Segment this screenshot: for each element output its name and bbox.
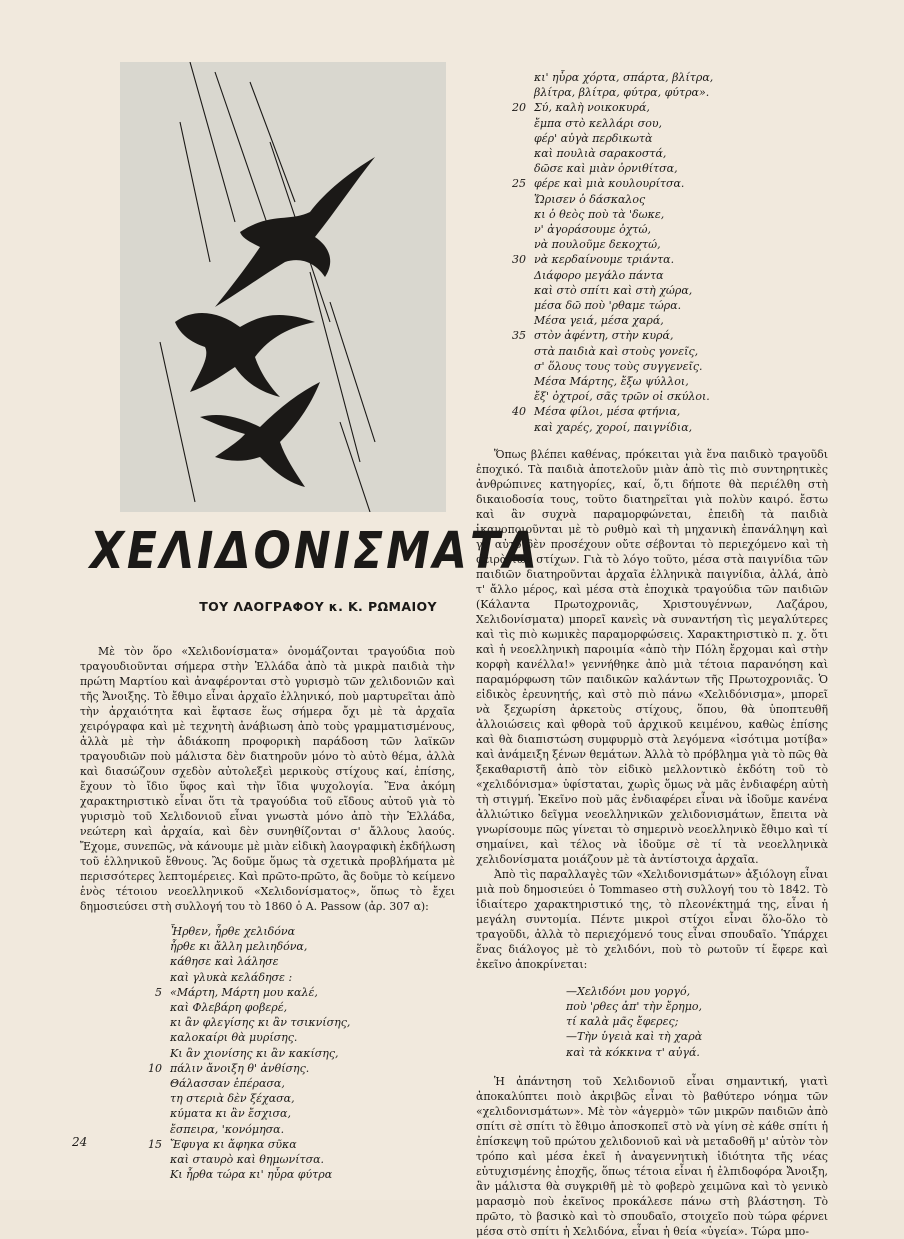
- poem-left: [80, 924, 455, 1182]
- body-text-1: [476, 447, 828, 972]
- dialogue-line: —Τὴν ὑγειὰ καὶ τὴ χαρὰ: [566, 1030, 703, 1044]
- body-text-2: [476, 1074, 828, 1239]
- poem-line: ἔξ' ὀχτροί, σᾶς τρῶν οἱ σκύλοι.: [534, 390, 710, 404]
- dialogue-line: τί καλὰ μᾶς ἔφερες;: [566, 1015, 679, 1029]
- poem-line: σ' ὅλους τους τοὺς συγγενεῖς.: [534, 359, 703, 373]
- poem-line: Κι ἂν χιονίσης κι ἂν κακίσης,: [170, 1046, 339, 1060]
- dialogue-line: —Χελιδόνι μου γοργό,: [566, 984, 691, 998]
- poem-line: νὰ πουλοῦμε δεκοχτώ,: [534, 238, 661, 252]
- poem-line: καὶ γλυκὰ κελάδησε :: [170, 970, 293, 984]
- poem-line: Κι ἦρθα τώρα κι' ηὗρα φύτρα: [170, 1168, 333, 1182]
- poem-line: 35 στὸν ἀφέντη, στὴν κυρά,: [512, 329, 674, 343]
- poem-line: τη στεριὰ δὲν ξέχασα,: [170, 1092, 295, 1106]
- left-column: [80, 62, 541, 1182]
- poem-line: Μέσα Μάρτης, ἔξω ψύλλοι,: [534, 375, 689, 389]
- right-column: [476, 70, 828, 1239]
- swallows-illustration: [120, 62, 446, 512]
- intro-text: [80, 644, 455, 914]
- poem-line: Διάφορο μεγάλο πάντα: [534, 268, 664, 282]
- poem-line: κύματα κι ἂν ἔσχισα,: [170, 1107, 291, 1121]
- poem-line: βλίτρα, βλίτρα, φύτρα, φύτρα».: [534, 86, 710, 100]
- poem-right: [476, 70, 828, 435]
- poem-line: 5 «Μάρτη, Μάρτη μου καλέ,: [155, 985, 318, 999]
- poem-line: καὶ χαρές, χοροί, παιγνίδια,: [534, 420, 693, 434]
- swallows-drawing: [120, 62, 446, 512]
- poem-line: καλοκαίρι θὰ μυρίσης.: [170, 1031, 298, 1045]
- poem-line: Ὥρισεν ὁ δάσκαλος: [534, 192, 646, 206]
- article-byline: ΤΟΥ ΛΑΟΓΡΑΦΟΥ κ. Κ. ΡΩΜΑΙΟΥ: [199, 599, 437, 614]
- dialogue-line: ποὺ 'ρθες ἀπ' τὴν ἔρημο,: [566, 1000, 702, 1014]
- poem-line: 40 Μέσα φίλοι, μέσα φτήνια,: [512, 405, 681, 419]
- poem-line: μέσα δῶ ποὺ 'ρθαμε τώρα.: [534, 299, 682, 313]
- poem-line: 15 Ἔφυγα κι ἄφηκα σῦκα: [148, 1137, 297, 1151]
- poem-line: 10 πάλιν ἄνοιξη θ' ἀνθίσης.: [148, 1061, 310, 1075]
- body-paragraph: Ἀπὸ τὶς παραλλαγὲς τῶν «Χελιδονισμάτων» ἀξιόλογη εἶναι μιὰ ποὺ δημοσιεύει ὁ Tommaseo στὴ συλλογή του τὸ 1842. Τὸ ἰδιαίτερο χαρακτηριστικό της, τὸ πλεονέκτημά της, εἶναι ἡ μεγάλη συντομία. Πέντε μικροὶ στίχοι εἶναι ὅλο-ὅλο τὸ τραγοῦδι, ἀλλὰ τὸ περιεχόμενό τους εἶναι σπουδαῖο. Ὑπάρχει ἕνας διάλογος μὲ τὸ χελιδόνι, ποὺ τὸ ρωτοῦν τί ἔφερε καὶ ἐκεῖνο ἀποκρίνεται:: [476, 867, 828, 971]
- dialogue-line: καὶ τὰ κόκκινα τ' αὐγά.: [566, 1045, 700, 1059]
- poem-line: καὶ σταυρὸ καὶ θημωνίτσα.: [170, 1153, 325, 1167]
- poem-line: κάθησε καὶ λάλησε: [170, 955, 279, 969]
- poem-line: κι ὁ θεὸς ποὺ τὰ 'δωκε,: [534, 207, 665, 221]
- poem-line: Μέσα γειά, μέσα χαρά,: [534, 314, 664, 328]
- intro-paragraph: Μὲ τὸν ὅρο «Χελιδονίσματα» ὀνομάζονται τραγούδια ποὺ τραγουδιοῦνται σήμερα στὴν Ἑλλάδα ἀπὸ τὰ μικρὰ παιδιὰ τὴν πρώτη Μαρτίου καὶ ἀναφέρονται στὸ γυρισμὸ τῶν χελιδονιῶν καὶ τῆς Ἄνοιξης. Τὸ ἔθιμο εἶναι ἀρχαῖο ἑλληνικό, ποὺ μαρτυρεῖται ἀπὸ τὴν ἀρχαιότητα καὶ ἔφτασε ἕως σήμερα ὄχι μὲ τὰ ἀρχαῖα χειρόγραφα καὶ μὲ τεχνητὴ ἀνάβιωση ἀπὸ τοὺς γραμματισμένους, ἀλλὰ μὲ τὴν ἀδιάκοπη προφορικὴ παράδοση τῶν λαϊκῶν τραγουδιῶν ποὺ μάλιστα δὲν διατηροῦν μόνο τὸ αὐτὸ θέμα, ἀλλὰ καὶ διασώζουν σχεδὸν αὐτολεξεὶ μερικοὺς στίχους καί, ἐπίσης, ἔχουν τὸ ἴδιο ὕφος καὶ τὴν ἴδια ψυχολογία. Ἕνα ἀκόμη χαρακτηριστικὸ εἶναι ὅτι τὰ τραγούδια τοῦ εἴδους αὐτοῦ γιὰ τὸ γυρισμὸ τοῦ Χελιδονιοῦ εἶναι γνωστὰ μόνο ἀπὸ τὴν Ἑλλάδα, νεώτερη καὶ ἀρχαία, καὶ δὲν συνηθίζονται σ' ἄλλους λαούς. Ἔχομε, συνεπῶς, νὰ κάνουμε μὲ μιὰν εἰδικὴ λαογραφικὴ ἐκδήλωση τοῦ ἑλληνικοῦ ἔθνους. Ἂς δοῦμε ὅμως τὰ σχετικὰ προβλήματα μὲ περισσότερες λεπτομέρειες. Καὶ πρῶτο-πρῶτο, ἂς δοῦμε τὸ κείμενο ἑνὸς τέτοιου νεοελληνικοῦ «Χελιδονίσματος», ὅπως τὸ ἔχει δημοσιεύσει στὴ συλλογή του τὸ 1860 ὁ A. Passow (ἀρ. 307 α):: [80, 645, 455, 913]
- body-paragraph: Ἡ ἀπάντηση τοῦ Χελιδονιοῦ εἶναι σημαντική, γιατὶ ἀποκαλύπτει ποιὸ ἀκριβῶς εἶναι τὸ βαθύτερο νόημα τῶν «χελιδονισμάτων». Μὲ τὸν «ἀγερμὸ» τῶν μικρῶν παιδιῶν ἀπὸ σπίτι σὲ σπίτι τὸ ἔθιμο ἀποσκοπεῖ στὸ νὰ γίνη σὲ κάθε σπίτι ἡ ἐπίσκεψη τοῦ πρώτου χελιδονιοῦ καὶ νὰ μεταδοθῆ μ' αὐτὸν τὸν τρόπο καὶ μέσα ἐκεῖ ἡ ἀναγεννητικὴ ἰδιότητα τῆς νέας εὐτυχισμένης ἐποχῆς, ὅπως τέτοια εἶναι ἡ ἐλπιδοφόρα Ἄνοιξη, ἂν μάλιστα θὰ συγκριθῆ μὲ τὸ φοβερὸ χειμῶνα καὶ τὸ γενικὸ μαρασμὸ ποὺ ἐκεῖνος προκάλεσε πάνω στὴ βλάστηση. Τὸ πρῶτο, τὸ βασικὸ καὶ τὸ σπουδαῖο, στοιχεῖο ποὺ τώρα φέρνει μέσα στὸ σπίτι ἡ Χελιδόνα, εἶναι ἡ θεία «ὑγεία». Τώρα μπο-: [476, 1074, 828, 1238]
- poem-line: 30 νὰ κερδαίνουμε τριάντα.: [512, 253, 675, 267]
- poem-line: κι' ηὗρα χόρτα, σπάρτα, βλίτρα,: [534, 71, 714, 84]
- poem-line: ἦρθε κι ἄλλη μελιηδόνα,: [170, 940, 308, 954]
- body-paragraph: Ὅπως βλέπει καθένας, πρόκειται γιὰ ἕνα παιδικὸ τραγοῦδι ἐποχικό. Τὰ παιδιὰ ἀποτελοῦν μιὰν ἀπὸ τὶς πιὸ συντηρητικὲς ἀνθρώπινες κατηγορίες, καί, ὅ,τι δήποτε θὰ περιέλθη στὴ δικαιοδοσία τους, τοῦτο διατηρεῖται γιὰ πολὺν καιρό. ἔστω καὶ ἂν συχνὰ παραμορφώνεται, ἐπειδὴ τὰ παιδιὰ ἱκανοποιοῦνται μὲ τὸ ρυθμὸ καὶ τὴ μηχανικὴ ἐπανάληψη καὶ γι' αὐτὸ δὲν προσέχουν οὔτε σέβονται τὸ περιεχόμενο καὶ τὴ σειρὰ τῶν στίχων. Γιὰ τὸ λόγο τοῦτο, μέσα στὰ παιγνίδια τῶν παιδιῶν διατηροῦνται ἀρχαῖα ἑλληνικὰ παιγνίδια, ἀλλά, ἀπὸ τ' ἄλλο μέρος, καὶ μέσα στὰ ἐποχικὰ τραγούδια τῶν παιδιῶν (Κάλαντα Πρωτοχρονιᾶς, Χριστουγέννων, Λαζάρου, Χελιδονίσματα) μπορεῖ κανεὶς νὰ συναντήση τὶς μεγαλύτερες καὶ τὶς πιὸ κωμικὲς παραμορφώσεις. Χαρακτηριστικὸ π. χ. ὅτι καὶ ἡ νεοελληνικὴ παροιμία «ἀπὸ τὴν Πόλη ἔρχομαι καὶ στὴν κορφὴ κανέλλα!» γεννήθηκε ἀπὸ μιὰ τέτοια παρανόηση καὶ παραμόρφωση τῶν παιδικῶν καλάντων τῆς Πρωτοχρονιᾶς. Ὁ εἰδικὸς ἐρευνητής, καὶ στὸ πιὸ πάνω «Χελιδόνισμα», μπορεῖ νὰ ξεχωρίση ἀρκετοὺς στίχους, ὅπου, θὰ ὑποπτευθῆ ἀλλοιώσεις καὶ φθορὰ τοῦ ἀρχικοῦ κειμένου, καθὼς ἐπίσης καὶ θὰ διαπιστώση συμφυρμὸ στὰ λεγόμενα «ἰσότιμα μοτίβα» καὶ ἀνάμειξη ξένων θεμάτων. Ἀλλὰ τὸ πρόβλημα γιὰ τὸ πῶς θὰ ξεκαθαριστῆ ἀπὸ τὸν εἰδικὸ μελλοντικὸ ἐκδότη τοῦ τὸ «χελιδόνισμα» ὑφίσταται, χωρὶς ὅμως νὰ μᾶς ἐνδιαφέρη αὐτὴ τὴ στιγμή. Ἐκεῖνο ποὺ μᾶς ἐνδιαφέρει εἶναι νὰ ἰδοῦμε κανένα ἀλλιώτικο δεῖγμα νεοελληνικῶν χελιδονισμάτων, ἔπειτα νὰ γνωρίσουμε πῶς γίνεται τὸ σημερινὸ νεοελληνικὸ ἔθιμο καὶ τί σημαίνει, καὶ τέλος νὰ ἰδοῦμε σὲ τί τὰ νεοελληνικὰ χελιδονίσματα μοιάζουν μὲ τὰ ἀντίστοιχα ἀρχαῖα.: [476, 447, 828, 866]
- page-number: 24: [72, 1135, 88, 1149]
- poem-line: 20 Σύ, καλὴ νοικοκυρά,: [512, 101, 650, 115]
- poem-line: κι ἂν φλεγίσης κι ἂν τσικνίσης,: [170, 1016, 351, 1030]
- poem-line: δῶσε καὶ μιὰν ὀρνιθίτσα,: [534, 162, 678, 176]
- poem-line: 25 φέρε καὶ μιὰ κουλουρίτσα.: [512, 177, 685, 191]
- poem-line: καὶ Φλεβάρη φοβερέ,: [170, 1001, 288, 1015]
- poem-line: στὰ παιδιὰ καὶ στοὺς γονεῖς,: [534, 344, 699, 358]
- article-title: ΧΕΛΙΔΟΝΙΣΜΑΤΑ: [90, 522, 541, 581]
- poem-line: Θάλασσαν ἐπέρασα,: [170, 1077, 285, 1091]
- poem-line: καὶ πουλιὰ σαρακοστά,: [534, 147, 667, 161]
- poem-line: ἔσπειρα, 'κονόμησα.: [170, 1122, 285, 1136]
- poem-line: καὶ στὸ σπίτι καὶ στὴ χώρα,: [534, 283, 693, 297]
- poem-line: Ἦρθεν, ἦρθε χελιδόνα: [170, 925, 296, 938]
- poem-line: ἔμπα στὸ κελλάρι σου,: [534, 116, 662, 130]
- dialogue-poem: [476, 984, 828, 1060]
- poem-line: φέρ' αὐγὰ περδικωτὰ: [534, 131, 653, 145]
- poem-line: ν' ἀγοράσουμε ὀχτώ,: [534, 223, 651, 237]
